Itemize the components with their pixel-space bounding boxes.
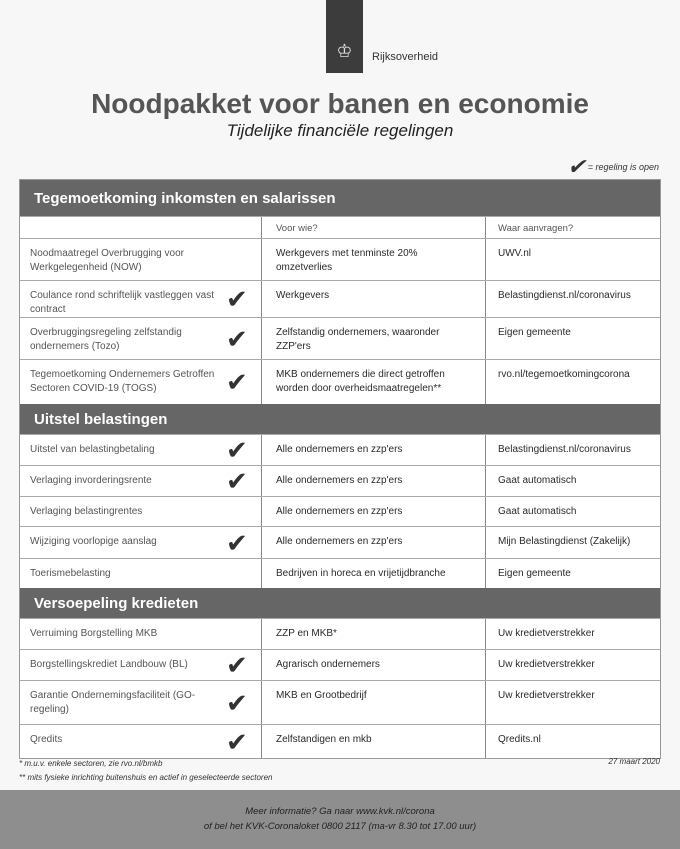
regeling-name: Verlaging belastingrentes: [30, 506, 143, 517]
table-row: [20, 680, 660, 724]
brand-name: Rijksoverheid: [372, 51, 439, 63]
table-row: [20, 317, 660, 359]
footer-line-1: Meer informatie? Ga naar www.kvk.nl/corona: [245, 806, 435, 817]
table-row: [20, 526, 660, 558]
regeling-cell: [20, 725, 262, 758]
table-row: [20, 238, 660, 280]
voor-wie-cell: Agrarisch ondernemers: [262, 650, 486, 680]
voor-wie-cell: Bedrijven in horeca en vrijetijdbranche: [262, 559, 486, 588]
legend-text: = regeling is open: [587, 162, 659, 172]
date: 27 maart 2020: [608, 757, 660, 766]
voor-wie-cell: MKB en Grootbedrijf: [262, 681, 486, 724]
waar-aanvragen-cell: Mijn Belastingdienst (Zakelijk): [498, 536, 631, 547]
waar-aanvragen-cell: Belastingdienst.nl/coronavirus: [498, 444, 631, 455]
regeling-name: Uitstel van belastingbetaling: [30, 444, 155, 455]
checkmark-icon: ✔: [567, 154, 586, 179]
regeling-cell: [20, 360, 262, 404]
checkmark-icon: ✔: [226, 466, 248, 496]
regeling-cell: [20, 527, 262, 558]
coat-of-arms-icon: ♔: [336, 41, 353, 61]
checkmark-icon: ✔: [226, 527, 248, 558]
voor-wie-cell: MKB ondernemers die direct getroffen worden door overheidsmaatregelen**: [262, 360, 486, 404]
regeling-cell: [20, 466, 262, 496]
checkmark-icon: ✔: [226, 435, 248, 465]
page-title: Noodpakket voor banen en economie: [91, 88, 589, 119]
regeling-name: Toerismebelasting: [30, 568, 111, 579]
waar-aanvragen-cell: Belastingdienst.nl/coronavirus: [498, 290, 631, 301]
table-row: [20, 359, 660, 404]
checkmark-icon: ✔: [226, 726, 248, 757]
waar-aanvragen-cell: Gaat automatisch: [498, 475, 577, 486]
regeling-name: Verruiming Borgstelling MKB: [30, 628, 158, 639]
waar-aanvragen-cell: Uw kredietverstrekker: [498, 659, 595, 670]
table-row: [20, 280, 660, 317]
section-header: Versoepeling kredieten: [20, 588, 660, 618]
regeling-cell: [20, 239, 262, 280]
waar-aanvragen-cell: Eigen gemeente: [498, 568, 571, 579]
checkmark-icon: ✔: [226, 323, 248, 354]
regeling-cell: [20, 650, 262, 680]
regeling-name: Tegemoetkoming Ondernemers Getroffen Sectoren COVID-19 (TOGS): [30, 369, 215, 394]
regeling-cell: [20, 681, 262, 724]
voor-wie-cell: Alle ondernemers en zzp'ers: [262, 527, 486, 558]
voor-wie-cell: Werkgevers: [262, 281, 486, 317]
table-row: [20, 558, 660, 588]
voor-wie-cell: Alle ondernemers en zzp'ers: [262, 466, 486, 496]
regelingen-table: [19, 179, 661, 759]
footnote-1: * m.u.v. enkele sectoren, zie rvo.nl/bmkb: [19, 759, 163, 768]
footnotes: [19, 757, 272, 785]
checkmark-icon: ✔: [226, 367, 248, 397]
table-row: [20, 496, 660, 526]
table-row: [20, 724, 660, 758]
waar-aanvragen-cell: Gaat automatisch: [498, 506, 577, 517]
voor-wie-cell: Werkgevers met tenminste 20% omzetverlies: [262, 239, 486, 280]
voor-wie-cell: Zelfstandig ondernemers, waaronder ZZP'ers: [262, 318, 486, 359]
waar-aanvragen-cell: Uw kredietverstrekker: [498, 690, 595, 701]
table-row: [20, 434, 660, 465]
column-header-who: Voor wie?: [262, 217, 486, 238]
regeling-cell: [20, 559, 262, 588]
table-row: [20, 465, 660, 496]
regeling-cell: [20, 281, 262, 317]
waar-aanvragen-cell: rvo.nl/tegemoetkomingcorona: [498, 369, 630, 380]
page-subtitle: Tijdelijke financiële regelingen: [226, 121, 454, 140]
regeling-name: Noodmaatregel Overbrugging voor Werkgelegenheid (NOW): [30, 248, 184, 273]
waar-aanvragen-cell: Qredits.nl: [498, 734, 541, 745]
voor-wie-cell: Zelfstandigen en mkb: [262, 725, 486, 758]
regeling-name: Wijziging voorlopige aanslag: [30, 536, 157, 547]
regeling-name: Coulance rond schriftelijk vastleggen vast contract: [30, 290, 214, 315]
column-header-where: Waar aanvragen?: [498, 223, 574, 234]
regeling-name: Verlaging invorderingsrente: [30, 475, 152, 486]
footer-line-2: of bel het KVK-Coronaloket 0800 2117 (ma-vr 8.30 tot 17.00 uur): [203, 821, 477, 832]
regeling-name: Qredits: [30, 734, 63, 745]
checkmark-icon: ✔: [226, 650, 248, 680]
checkmark-icon: ✔: [226, 284, 248, 314]
waar-aanvragen-cell: UWV.nl: [498, 248, 531, 259]
section-header: Uitstel belastingen: [20, 404, 660, 434]
footer: [0, 790, 680, 849]
column-header-row: [20, 216, 660, 238]
rijksoverheid-logo: [326, 0, 363, 73]
checkmark-icon: ✔: [226, 687, 248, 718]
voor-wie-cell: Alle ondernemers en zzp'ers: [262, 435, 486, 465]
table-row: [20, 618, 660, 649]
legend: [567, 154, 659, 179]
regeling-name: Borgstellingskrediet Landbouw (BL): [30, 659, 188, 670]
section-header: Tegemoetkoming inkomsten en salarissen: [20, 180, 660, 216]
regeling-name: Garantie Ondernemingsfaciliteit (GO-regeling): [30, 690, 196, 715]
voor-wie-cell: ZZP en MKB*: [262, 619, 486, 649]
regeling-cell: [20, 318, 262, 359]
footnote-2: ** mits fysieke inrichting buitenshuis en actief in geselecteerde sectoren: [19, 773, 273, 782]
regeling-cell: [20, 497, 262, 526]
table-row: [20, 649, 660, 680]
voor-wie-cell: Alle ondernemers en zzp'ers: [262, 497, 486, 526]
regeling-name: Overbruggingsregeling zelfstandig ondernemers (Tozo): [30, 327, 182, 352]
regeling-cell: [20, 435, 262, 465]
regeling-cell: [20, 619, 262, 649]
waar-aanvragen-cell: Uw kredietverstrekker: [498, 628, 595, 639]
waar-aanvragen-cell: Eigen gemeente: [498, 327, 571, 338]
